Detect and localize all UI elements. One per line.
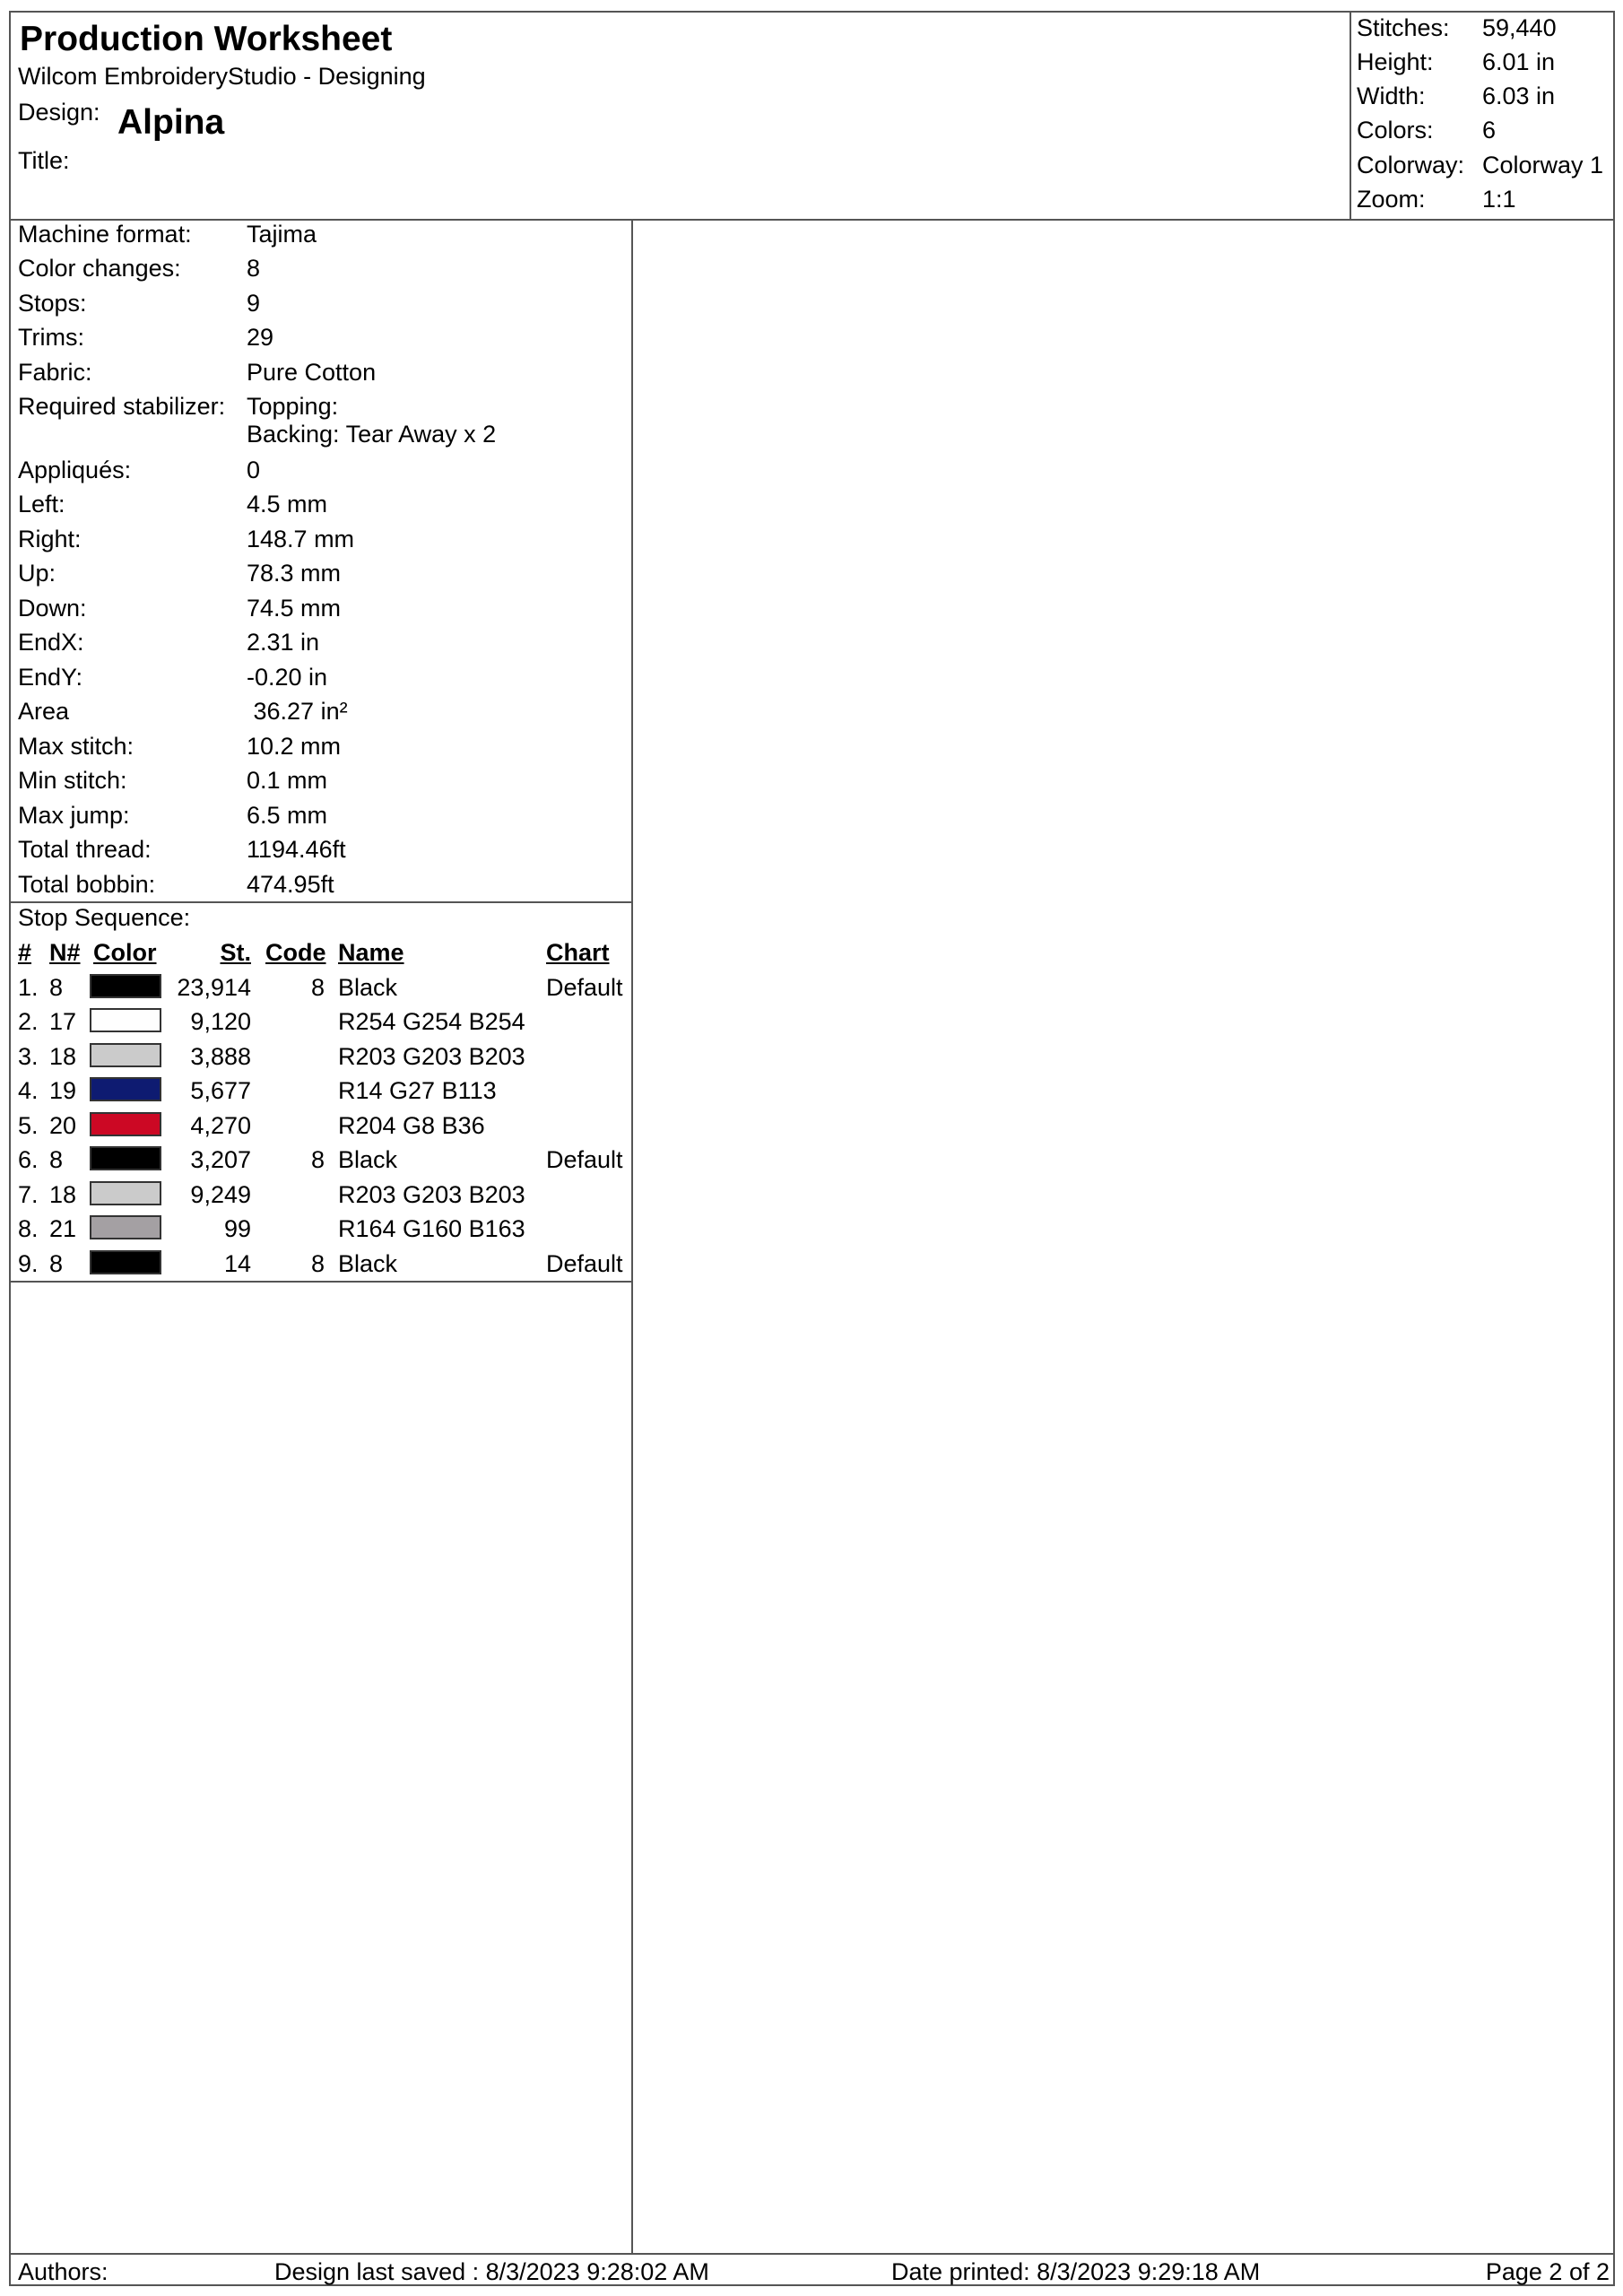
- detail-label: Stops:: [18, 290, 87, 317]
- detail-label: Min stitch:: [18, 767, 127, 794]
- detail-value: Pure Cotton: [247, 359, 377, 386]
- summary-value: 6.01 in: [1482, 48, 1556, 75]
- summary-value: 59,440: [1482, 14, 1557, 41]
- detail-label: Max stitch:: [18, 733, 135, 760]
- row-needle: 18: [49, 1181, 77, 1208]
- detail-label: Total bobbin:: [18, 871, 156, 898]
- detail-value-secondary: Backing: Tear Away x 2: [247, 421, 497, 448]
- stop-sequence-title: Stop Sequence:: [18, 904, 191, 931]
- color-swatch: [90, 1077, 161, 1101]
- detail-value: 0: [247, 457, 261, 483]
- col-header-num: #: [18, 939, 32, 966]
- detail-value: 0.1 mm: [247, 767, 328, 794]
- color-swatch: [90, 1250, 161, 1274]
- row-stitches: 4,270: [190, 1112, 251, 1139]
- row-code: 8: [310, 1250, 325, 1277]
- detail-label: Required stabilizer:: [18, 393, 226, 420]
- software-name: Wilcom EmbroideryStudio - Designing: [18, 63, 426, 90]
- summary-label: Zoom:: [1357, 186, 1426, 213]
- detail-value: 1194.46ft: [247, 836, 346, 863]
- color-swatch: [90, 1112, 161, 1136]
- design-name: Alpina: [117, 103, 225, 142]
- column-divider: [631, 219, 633, 2253]
- row-stitches: 14: [223, 1250, 251, 1277]
- detail-label: Max jump:: [18, 802, 130, 829]
- col-header-name: Name: [338, 939, 404, 966]
- detail-label: Total thread:: [18, 836, 152, 863]
- row-name: R203 G203 B203: [338, 1181, 525, 1208]
- row-name: R203 G203 B203: [338, 1043, 525, 1070]
- row-num: 6.: [18, 1146, 39, 1173]
- detail-value: 74.5 mm: [247, 595, 342, 622]
- detail-label: Left:: [18, 491, 65, 517]
- details-divider: [11, 901, 633, 903]
- row-needle: 20: [49, 1112, 77, 1139]
- detail-value: 78.3 mm: [247, 560, 342, 587]
- summary-value: 1:1: [1482, 186, 1516, 213]
- detail-value: Topping:: [247, 393, 339, 420]
- color-swatch: [90, 1181, 161, 1205]
- color-swatch: [90, 974, 161, 998]
- detail-value: 29: [247, 324, 274, 351]
- row-needle: 8: [49, 974, 64, 1001]
- row-name: Black: [338, 974, 398, 1001]
- footer-page-number: Page 2 of 2: [1485, 2258, 1610, 2285]
- worksheet-frame: [9, 11, 1615, 2286]
- summary-label: Width:: [1357, 83, 1426, 109]
- detail-label: Right:: [18, 526, 82, 552]
- detail-value: 36.27 in²: [247, 698, 348, 725]
- row-chart: Default: [546, 1250, 623, 1277]
- row-num: 4.: [18, 1077, 39, 1104]
- detail-value: 9: [247, 290, 261, 317]
- row-num: 7.: [18, 1181, 39, 1208]
- title-label: Title:: [18, 147, 70, 174]
- detail-label: Appliqués:: [18, 457, 132, 483]
- col-header-code: Code: [265, 939, 326, 966]
- detail-value: -0.20 in: [247, 664, 328, 691]
- row-stitches: 9,249: [190, 1181, 251, 1208]
- summary-value: 6.03 in: [1482, 83, 1556, 109]
- detail-label: EndX:: [18, 629, 84, 656]
- footer-last-saved: Design last saved : 8/3/2023 9:28:02 AM: [274, 2258, 709, 2285]
- summary-divider: [1350, 13, 1351, 219]
- detail-label: EndY:: [18, 664, 83, 691]
- color-swatch: [90, 1146, 161, 1170]
- row-chart: Default: [546, 974, 623, 1001]
- detail-value: Tajima: [247, 221, 317, 248]
- row-stitches: 3,888: [190, 1043, 251, 1070]
- summary-label: Colorway:: [1357, 152, 1465, 178]
- footer-divider: [11, 2253, 1613, 2255]
- row-needle: 8: [49, 1250, 64, 1277]
- detail-value: 474.95ft: [247, 871, 334, 898]
- col-header-stitches: St.: [220, 939, 251, 966]
- detail-value: 148.7 mm: [247, 526, 355, 552]
- row-stitches: 3,207: [190, 1146, 251, 1173]
- detail-label: Machine format:: [18, 221, 192, 248]
- summary-value: Colorway 1: [1482, 152, 1604, 178]
- row-name: R204 G8 B36: [338, 1112, 485, 1139]
- page-title: Production Worksheet: [20, 20, 393, 58]
- summary-value: 6: [1482, 117, 1497, 144]
- row-name: R164 G160 B163: [338, 1215, 525, 1242]
- summary-label: Colors:: [1357, 117, 1434, 144]
- detail-label: Area: [18, 698, 70, 725]
- color-swatch: [90, 1215, 161, 1239]
- footer-authors: Authors:: [18, 2258, 108, 2285]
- detail-label: Fabric:: [18, 359, 92, 386]
- sequence-divider: [11, 1281, 633, 1283]
- row-name: R14 G27 B113: [338, 1077, 497, 1104]
- row-code: 8: [310, 974, 325, 1001]
- row-stitches: 99: [223, 1215, 251, 1242]
- design-label: Design:: [18, 99, 100, 126]
- detail-label: Color changes:: [18, 255, 181, 282]
- row-num: 1.: [18, 974, 39, 1001]
- row-name: R254 G254 B254: [338, 1008, 525, 1035]
- row-num: 3.: [18, 1043, 39, 1070]
- row-needle: 19: [49, 1077, 77, 1104]
- row-num: 5.: [18, 1112, 39, 1139]
- row-stitches: 5,677: [190, 1077, 251, 1104]
- row-chart: Default: [546, 1146, 623, 1173]
- row-needle: 18: [49, 1043, 77, 1070]
- color-swatch: [90, 1008, 161, 1032]
- footer-printed: Date printed: 8/3/2023 9:29:18 AM: [891, 2258, 1261, 2285]
- row-name: Black: [338, 1250, 398, 1277]
- detail-value: 4.5 mm: [247, 491, 328, 517]
- summary-label: Stitches:: [1357, 14, 1450, 41]
- row-stitches: 9,120: [190, 1008, 251, 1035]
- detail-value: 8: [247, 255, 261, 282]
- row-num: 8.: [18, 1215, 39, 1242]
- row-num: 2.: [18, 1008, 39, 1035]
- col-header-color: Color: [93, 939, 157, 966]
- col-header-needle: N#: [49, 939, 81, 966]
- row-stitches: 23,914: [177, 974, 251, 1001]
- row-name: Black: [338, 1146, 398, 1173]
- row-needle: 21: [49, 1215, 77, 1242]
- color-swatch: [90, 1043, 161, 1067]
- detail-label: Up:: [18, 560, 56, 587]
- col-header-chart: Chart: [546, 939, 610, 966]
- detail-label: Trims:: [18, 324, 84, 351]
- summary-label: Height:: [1357, 48, 1434, 75]
- detail-label: Down:: [18, 595, 87, 622]
- row-num: 9.: [18, 1250, 39, 1277]
- detail-value: 2.31 in: [247, 629, 320, 656]
- detail-value: 6.5 mm: [247, 802, 328, 829]
- row-needle: 17: [49, 1008, 77, 1035]
- row-code: 8: [310, 1146, 325, 1173]
- row-needle: 8: [49, 1146, 64, 1173]
- detail-value: 10.2 mm: [247, 733, 342, 760]
